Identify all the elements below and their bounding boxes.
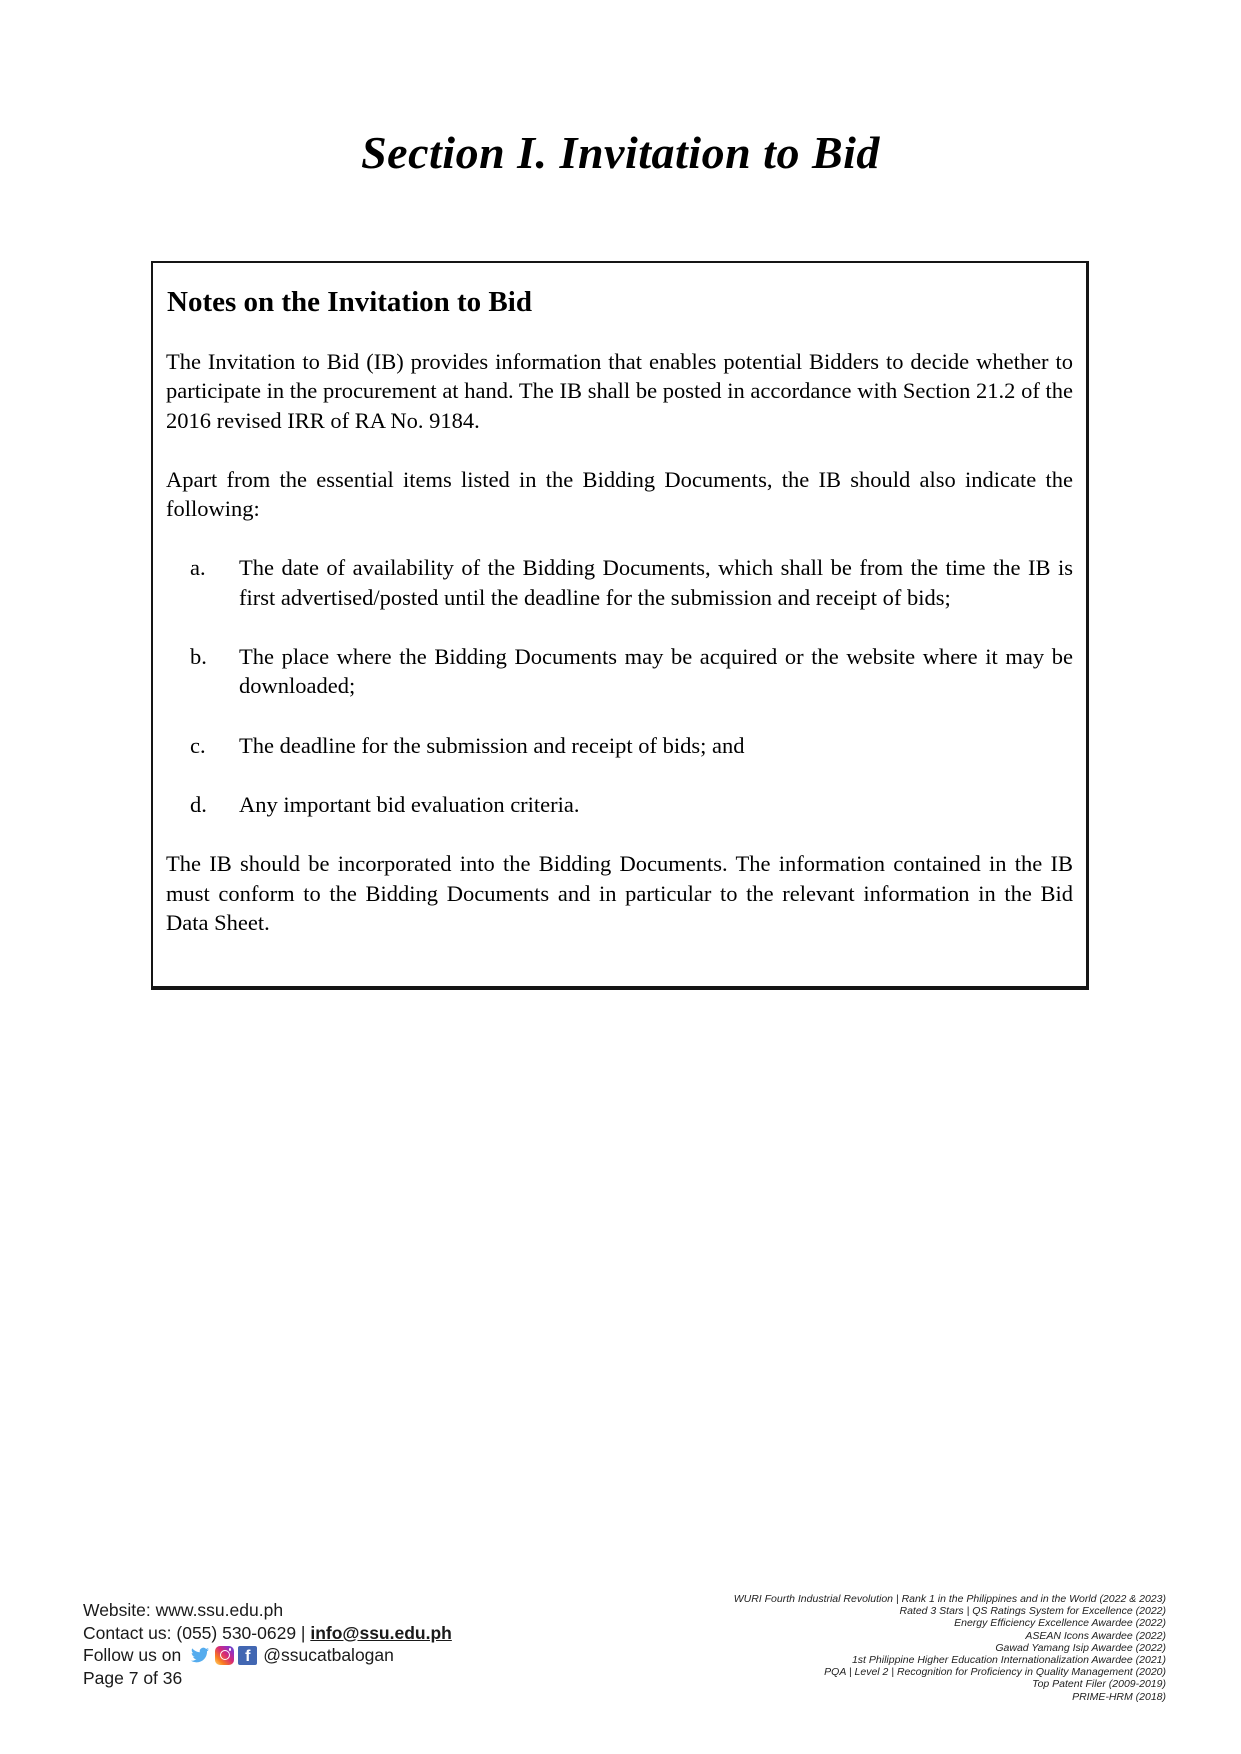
list-text: Any important bid evaluation criteria. bbox=[239, 791, 580, 817]
footer-achievements-block bbox=[734, 1593, 1166, 1703]
achievement-line: PQA | Level 2 | Recognition for Proficiency in Quality Management (2020) bbox=[824, 1666, 1166, 1679]
page-number: Page 7 of 36 bbox=[83, 1667, 183, 1688]
list-label: b. bbox=[190, 644, 207, 670]
list-item-d bbox=[190, 790, 1073, 819]
paragraph-closing: The IB should be incorporated into the Bidding Documents. The information contained in the IB must conform to the Bidding Documents and in particular to the relevant information in the Bid Data Sheet. bbox=[166, 851, 1073, 935]
list-label: c. bbox=[190, 732, 206, 758]
social-handle: @ssucatbalogan bbox=[263, 1645, 394, 1665]
list-item-a bbox=[190, 553, 1073, 612]
achievement-line: 1st Philippine Higher Education Internationalization Awardee (2021) bbox=[851, 1654, 1166, 1667]
list-label: a. bbox=[190, 555, 206, 581]
achievement-line: Top Patent Filer (2009-2019) bbox=[1032, 1678, 1166, 1691]
contact-prefix: Contact us: (055) 530-0629 | bbox=[83, 1622, 311, 1643]
website-line: Website: www.ssu.edu.ph bbox=[83, 1600, 284, 1620]
footer-contact-block bbox=[83, 1599, 452, 1689]
list-text: The date of availability of the Bidding Documents, which shall be from the time the IB is first advertised/posted until the deadline for the submission and receipt of bids; bbox=[239, 555, 1073, 610]
notes-heading: Notes on the Invitation to Bid bbox=[167, 286, 532, 318]
page-title: Section I. Invitation to Bid bbox=[361, 127, 880, 178]
instagram-flash-dot bbox=[229, 1648, 232, 1651]
email-link[interactable]: info@ssu.edu.ph bbox=[310, 1622, 452, 1643]
list-text: The deadline for the submission and receipt of bids; and bbox=[239, 732, 745, 758]
follow-line bbox=[83, 1644, 452, 1667]
paragraph-items-lead: Apart from the essential items listed in the Bidding Documents, the IB should also indicate the following: bbox=[166, 466, 1073, 522]
twitter-icon bbox=[189, 1646, 211, 1664]
achievement-line: WURI Fourth Industrial Revolution | Rank 1 in the Philippines and in the World (2022 & 2023) bbox=[733, 1593, 1166, 1605]
instagram-lens bbox=[220, 1650, 230, 1660]
instagram-icon bbox=[215, 1646, 234, 1665]
list-label: d. bbox=[190, 791, 207, 817]
achievement-line: ASEAN Icons Awardee (2022) bbox=[1025, 1629, 1166, 1642]
achievement-line: Rated 3 Stars | QS Ratings System for Excellence (2022) bbox=[899, 1605, 1166, 1618]
contact-line bbox=[83, 1622, 452, 1645]
social-icons bbox=[189, 1646, 257, 1665]
list-item-c bbox=[190, 731, 1073, 760]
achievement-line: Gawad Yamang Isip Awardee (2022) bbox=[995, 1641, 1166, 1654]
follow-prefix: Follow us on bbox=[83, 1645, 182, 1665]
list-item-b bbox=[190, 642, 1073, 701]
facebook-icon: f bbox=[238, 1646, 257, 1665]
achievement-line: Energy Efficiency Excellence Awardee (2022) bbox=[954, 1617, 1166, 1630]
notes-box bbox=[151, 261, 1089, 990]
achievement-line: PRIME-HRM (2018) bbox=[1072, 1690, 1166, 1703]
list-text: The place where the Bidding Documents may be acquired or the website where it may be downloaded; bbox=[239, 644, 1073, 699]
paragraph-intro: The Invitation to Bid (IB) provides information that enables potential Bidders to decide whether to participate in the procurement at hand. The IB shall be posted in accordance with Section 21.2 of the 2016 revised IRR of RA No. 9184. bbox=[166, 349, 1073, 433]
